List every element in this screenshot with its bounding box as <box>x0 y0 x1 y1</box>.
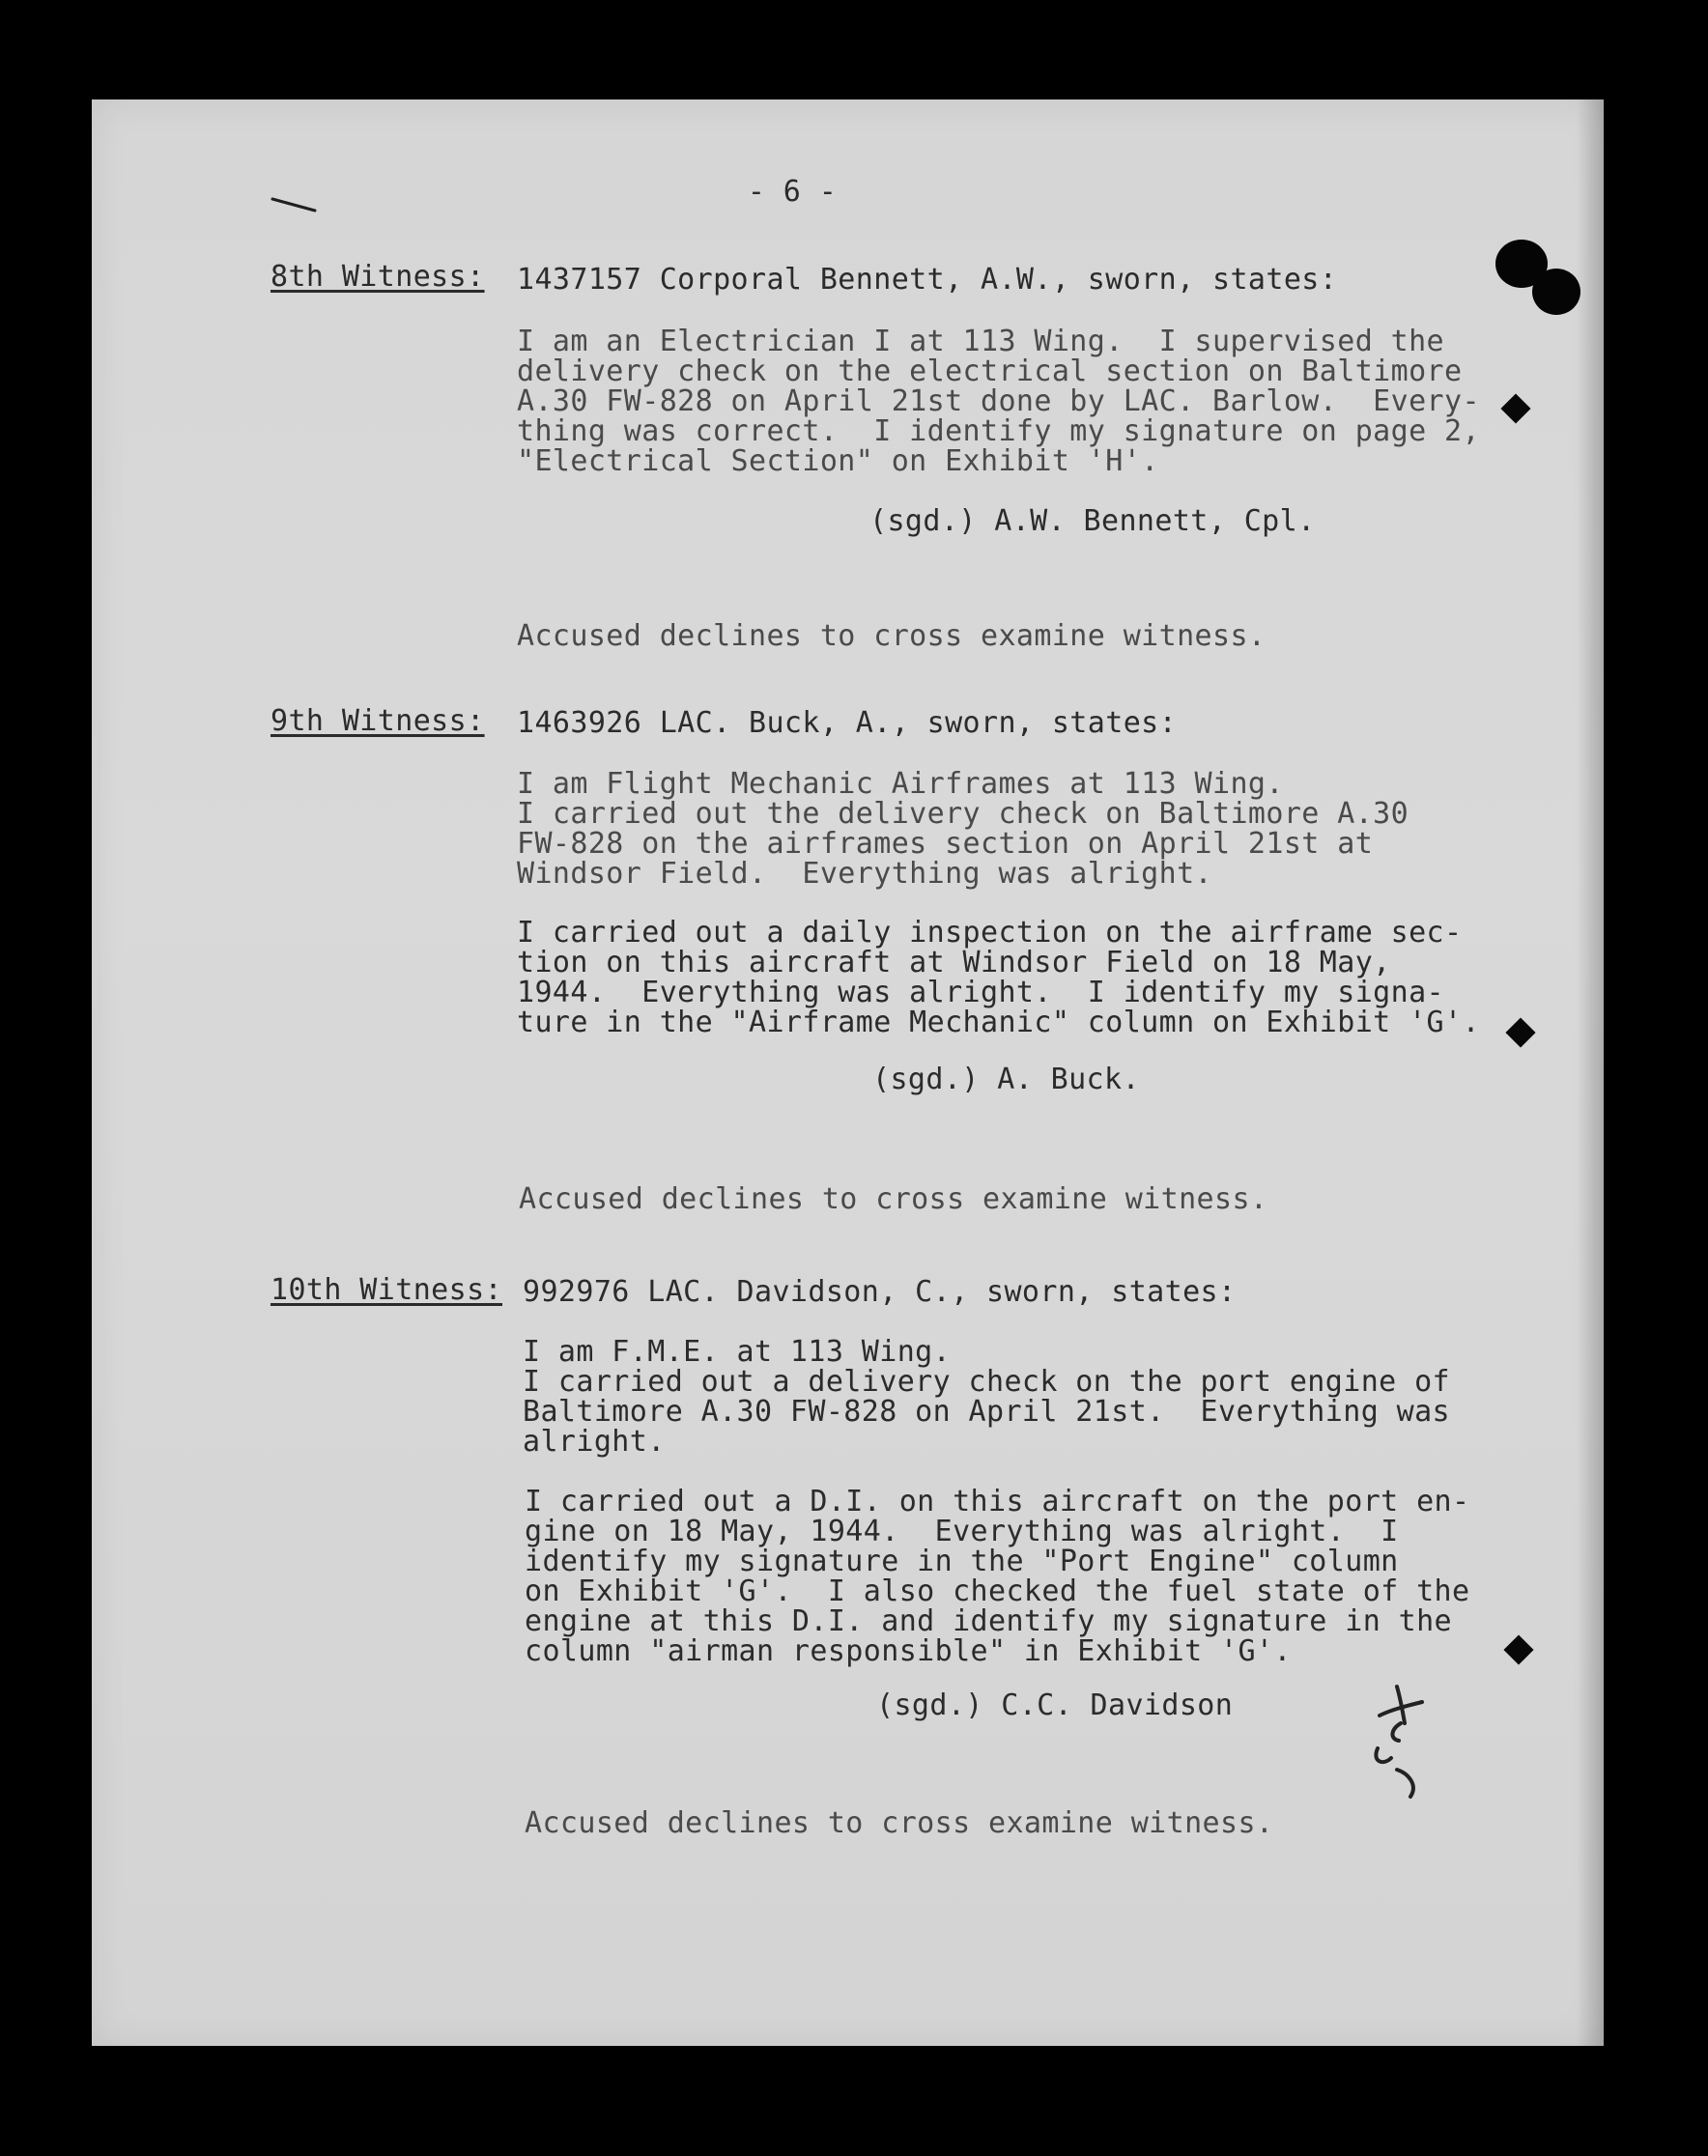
testimony-paragraph: I am F.M.E. at 113 Wing. I carried out a delivery check on the port engine of Baltimore A.30 FW-828 on April 21st. Everything was alright. <box>523 1335 1450 1459</box>
testimony-paragraph: I am Flight Mechanic Airframes at 113 Wing. I carried out the delivery check on Baltimore A.30 FW-828 on the airframes section on April 21st at Windsor Field. Everything was alright. <box>517 767 1409 891</box>
punch-hole-bottom <box>1532 269 1580 315</box>
pen-stroke <box>270 193 319 216</box>
testimony-paragraph: I am an Electrician I at 113 Wing. I supervised the delivery check on the electrical section on Baltimore A.30 FW-828 on April 21st done by LAC. Barlow. Every- thing was correct. I identify my signature on page 2, "Electrical Section" on Exhibit 'H'. <box>517 325 1480 478</box>
testimony-paragraph: I carried out a D.I. on this aircraft on the port en- gine on 18 May, 1944. Everything was alright. I identify my signature in the "Port Engine" column on Exhibit 'G'. I also checked the fuel state of the engine at this D.I. and identify my signature in the column "airman responsible" in Exhibit 'G'. <box>525 1485 1470 1668</box>
witness-heading: 992976 LAC. Davidson, C., sworn, states: <box>523 1275 1237 1309</box>
cross-exam-note: Accused declines to cross examine witness. <box>519 1182 1268 1216</box>
cross-exam-note: Accused declines to cross examine witness. <box>525 1806 1274 1840</box>
testimony-paragraph: I carried out a daily inspection on the airframe sec- tion on this aircraft at Windsor Field on 18 May, 1944. Everything was alright. I identify my signa- ture in the "Airframe Mechanic" column on Exhibit 'G'. <box>517 916 1480 1039</box>
witness-heading: 1437157 Corporal Bennett, A.W., sworn, states: <box>517 263 1338 297</box>
witness-label: 10th Witness: <box>270 1273 502 1307</box>
page-number: - 6 - <box>747 175 838 209</box>
signature-line: (sgd.) A.W. Bennett, Cpl. <box>869 504 1316 538</box>
handwritten-folio-mark <box>1362 1681 1449 1806</box>
witness-label: 9th Witness: <box>270 704 485 738</box>
witness-label: 8th Witness: <box>270 260 485 294</box>
signature-line: (sgd.) C.C. Davidson <box>876 1688 1234 1722</box>
cross-exam-note: Accused declines to cross examine witness. <box>517 619 1267 653</box>
witness-heading: 1463926 LAC. Buck, A., sworn, states: <box>517 706 1178 740</box>
signature-line: (sgd.) A. Buck. <box>872 1063 1140 1096</box>
